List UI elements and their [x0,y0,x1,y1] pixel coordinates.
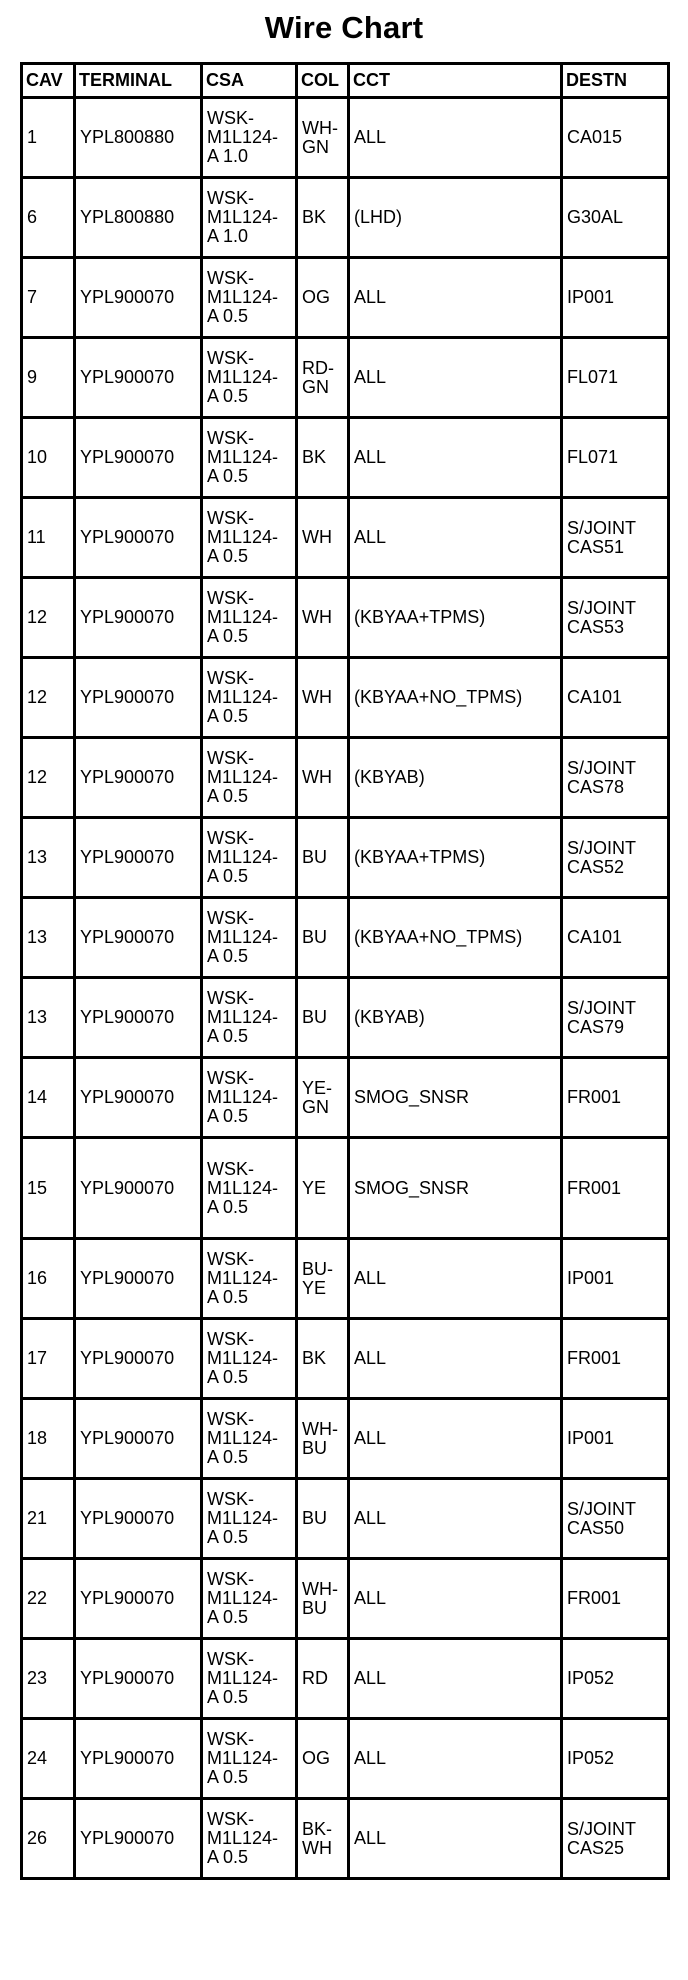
cav-cell: 17 [22,1319,75,1399]
cct-cell: SMOG_SNSR [349,1138,562,1239]
destn-cell [562,1319,669,1399]
cav-cell: 12 [22,578,75,658]
destn-cell [562,1799,669,1879]
csa-cell-line: A 0.5 [207,1026,249,1046]
csa-cell-line: M1L124- [207,1748,279,1768]
terminal-cell: YPL900070 [75,418,202,498]
csa-cell-line: A 0.5 [207,866,249,886]
csa-cell-line: A 0.5 [207,786,249,806]
csa-cell-line: WSK- [207,588,254,608]
table-row [22,1479,669,1559]
csa-cell-line: A 0.5 [207,626,249,646]
cav-cell: 1 [22,98,75,178]
destn-cell-line: S/JOINT [567,997,637,1018]
cct-cell: ALL [349,1559,562,1639]
col-cell-line: OG [302,1748,331,1768]
table-row [22,738,669,818]
col-cell [297,258,349,338]
destn-cell-line: FR001 [567,1348,622,1368]
col-cell [297,1479,349,1559]
csa-cell-line: WSK- [207,1409,254,1429]
col-cell-line: GN [302,376,329,397]
destn-cell-line: IP001 [567,287,615,307]
destn-cell-line: CAS53 [567,616,625,637]
csa-cell-line: WSK- [207,1569,254,1589]
csa-cell-line: A 0.5 [207,1687,249,1707]
col-cell-line: BU [302,1007,328,1027]
csa-cell-line: WSK- [207,1158,254,1179]
cct-cell: ALL [349,1799,562,1879]
col-cell [297,338,349,418]
terminal-cell: YPL900070 [75,658,202,738]
cav-cell: 21 [22,1479,75,1559]
col-cell-line: WH [302,1837,332,1858]
col-cell [297,1799,349,1879]
csa-cell-line: M1L124- [207,1268,279,1288]
table-row [22,978,669,1058]
destn-cell-line: CAS78 [567,776,625,797]
csa-cell [202,578,297,658]
col-cell-line: BU [302,1508,328,1528]
col-cell-line: WH- [302,1578,338,1599]
cct-cell: ALL [349,1479,562,1559]
csa-cell-line: A 0.5 [207,1447,249,1467]
csa-cell-line: M1L124- [207,447,279,467]
csa-cell-line: M1L124- [207,607,279,627]
destn-cell-line: FL071 [567,367,619,387]
cav-cell: 9 [22,338,75,418]
table-row [22,1559,669,1639]
destn-cell [562,1479,669,1559]
col-cell [297,1399,349,1479]
col-cell-line: WH [302,607,332,627]
csa-cell-line: A 0.5 [207,1767,249,1787]
csa-cell-line: M1L124- [207,767,279,787]
table-header [22,64,669,98]
col-cell-line: WH- [302,1418,338,1439]
csa-cell-line: A 0.5 [207,1527,249,1547]
destn-cell [562,1138,669,1239]
cav-cell: 26 [22,1799,75,1879]
destn-cell [562,1058,669,1138]
cav-cell: 13 [22,978,75,1058]
col-cell-line: YE [302,1177,327,1198]
cct-cell: SMOG_SNSR [349,1058,562,1138]
col-cell-line: BU [302,1597,328,1618]
cav-cell: 6 [22,178,75,258]
destn-cell-line: IP052 [567,1748,615,1768]
csa-cell-line: WSK- [207,1068,254,1088]
csa-cell-line: M1L124- [207,1007,279,1027]
col-cell-line: WH- [302,117,338,138]
col-cell [297,978,349,1058]
csa-cell-line: A 0.5 [207,946,249,966]
terminal-cell: YPL900070 [75,338,202,418]
destn-cell [562,258,669,338]
col-cell [297,578,349,658]
cav-cell: 14 [22,1058,75,1138]
col-cell [297,1319,349,1399]
csa-cell-line: WSK- [207,1329,254,1349]
destn-cell [562,1639,669,1719]
cct-cell: ALL [349,1239,562,1319]
terminal-cell: YPL900070 [75,258,202,338]
destn-cell [562,898,669,978]
csa-cell-line: M1L124- [207,1828,279,1848]
cav-cell: 23 [22,1639,75,1719]
table-row [22,578,669,658]
destn-cell-line: CAS51 [567,536,625,557]
col-cell-line: YE- [302,1077,333,1098]
col-cell-line: BK- [302,1818,333,1839]
col-cell [297,98,349,178]
csa-cell-line: A 0.5 [207,1367,249,1387]
header-col: COL [297,64,349,98]
csa-cell-line: A 0.5 [207,1196,249,1217]
col-cell [297,178,349,258]
destn-cell [562,498,669,578]
csa-cell-line: A 0.5 [207,1287,249,1307]
destn-cell [562,178,669,258]
destn-cell [562,418,669,498]
table-row [22,338,669,418]
csa-cell-line: WSK- [207,668,254,688]
col-cell [297,738,349,818]
cct-cell: (KBYAB) [349,978,562,1058]
csa-cell-line: WSK- [207,1729,254,1749]
col-cell-line: GN [302,136,329,157]
col-cell-line: WH [302,527,332,547]
destn-cell-line: IP052 [567,1668,615,1688]
csa-cell [202,658,297,738]
terminal-cell: YPL800880 [75,98,202,178]
col-cell-line: BK [302,447,327,467]
csa-cell [202,418,297,498]
csa-cell [202,1399,297,1479]
table-row [22,178,669,258]
csa-cell-line: M1L124- [207,687,279,707]
csa-cell-line: WSK- [207,1649,254,1669]
col-cell [297,418,349,498]
col-cell-line: RD- [302,357,334,378]
destn-cell-line: S/JOINT [567,517,637,538]
csa-cell-line: WSK- [207,1249,254,1269]
destn-cell [562,818,669,898]
col-cell-line: OG [302,287,331,307]
destn-cell [562,1559,669,1639]
col-cell-line: WH [302,767,332,787]
table-row [22,418,669,498]
csa-cell-line: M1L124- [207,1177,279,1198]
table-row [22,1399,669,1479]
table-row [22,258,669,338]
table-row [22,1239,669,1319]
csa-cell [202,1319,297,1399]
cct-cell: ALL [349,1719,562,1799]
terminal-cell: YPL900070 [75,1239,202,1319]
terminal-cell: YPL900070 [75,1138,202,1239]
table-row [22,1138,669,1239]
csa-cell-line: WSK- [207,1809,254,1829]
cav-cell: 13 [22,818,75,898]
cct-cell: (LHD) [349,178,562,258]
table-row [22,658,669,738]
destn-cell-line: S/JOINT [567,597,637,618]
csa-cell [202,898,297,978]
cav-cell: 12 [22,658,75,738]
destn-cell [562,338,669,418]
cct-cell: ALL [349,338,562,418]
destn-cell-line: CAS79 [567,1016,625,1037]
col-cell [297,1239,349,1319]
csa-cell [202,1639,297,1719]
destn-cell-line: CA101 [567,927,623,947]
csa-cell-line: M1L124- [207,1087,279,1107]
csa-cell-line: M1L124- [207,1508,279,1528]
terminal-cell: YPL900070 [75,578,202,658]
csa-cell [202,338,297,418]
col-cell [297,1559,349,1639]
col-cell [297,498,349,578]
cav-cell: 24 [22,1719,75,1799]
csa-cell-line: WSK- [207,1489,254,1509]
terminal-cell: YPL900070 [75,1479,202,1559]
csa-cell-line: M1L124- [207,127,279,147]
table-row [22,1058,669,1138]
col-cell-line: BU [302,1437,328,1458]
cct-cell: ALL [349,258,562,338]
header-cct: CCT [349,64,562,98]
terminal-cell: YPL900070 [75,738,202,818]
col-cell [297,1058,349,1138]
destn-cell-line: IP001 [567,1428,615,1448]
col-cell-line: BK [302,1348,327,1368]
col-cell [297,1719,349,1799]
cav-cell: 13 [22,898,75,978]
terminal-cell: YPL800880 [75,178,202,258]
col-cell [297,658,349,738]
destn-cell-line: CA101 [567,687,623,707]
csa-cell [202,1479,297,1559]
csa-cell-line: WSK- [207,508,254,528]
table-body [22,98,669,1879]
cct-cell: ALL [349,1319,562,1399]
csa-cell [202,1719,297,1799]
destn-cell-line: FL071 [567,447,619,467]
terminal-cell: YPL900070 [75,818,202,898]
csa-cell-line: M1L124- [207,927,279,947]
cav-cell: 11 [22,498,75,578]
destn-cell [562,1719,669,1799]
table-row [22,1639,669,1719]
cav-cell: 10 [22,418,75,498]
col-cell-line: BU [302,927,328,947]
table-row [22,1719,669,1799]
cav-cell: 12 [22,738,75,818]
cct-cell: (KBYAA+NO_TPMS) [349,658,562,738]
terminal-cell: YPL900070 [75,1639,202,1719]
csa-cell [202,98,297,178]
col-cell [297,1138,349,1239]
csa-cell-line: WSK- [207,268,254,288]
cav-cell: 15 [22,1138,75,1239]
cct-cell: ALL [349,418,562,498]
cav-cell: 22 [22,1559,75,1639]
csa-cell-line: A 1.0 [207,226,249,246]
header-row [22,64,669,98]
col-cell-line: RD [302,1668,328,1688]
table-row [22,1799,669,1879]
terminal-cell: YPL900070 [75,1319,202,1399]
header-destn: DESTN [562,64,669,98]
destn-cell-line: CAS52 [567,856,625,877]
csa-cell-line: A 0.5 [207,1847,249,1867]
csa-cell-line: WSK- [207,188,254,208]
destn-cell [562,98,669,178]
terminal-cell: YPL900070 [75,978,202,1058]
terminal-cell: YPL900070 [75,1058,202,1138]
col-cell-line: BU- [302,1258,333,1279]
csa-cell-line: M1L124- [207,1668,279,1688]
destn-cell [562,578,669,658]
csa-cell-line: A 0.5 [207,1106,249,1126]
csa-cell-line: A 0.5 [207,386,249,406]
csa-cell-line: A 0.5 [207,546,249,566]
header-terminal: TERMINAL [75,64,202,98]
destn-cell [562,1239,669,1319]
table-row [22,98,669,178]
destn-cell-line: FR001 [567,1177,622,1198]
terminal-cell: YPL900070 [75,1799,202,1879]
destn-cell-line: IP001 [567,1268,615,1288]
col-cell-line: WH [302,687,332,707]
cct-cell: (KBYAA+TPMS) [349,578,562,658]
cav-cell: 16 [22,1239,75,1319]
table-row [22,898,669,978]
destn-cell-line: S/JOINT [567,1498,637,1519]
col-cell-line: GN [302,1096,329,1117]
csa-cell-line: WSK- [207,108,254,128]
header-csa: CSA [202,64,297,98]
csa-cell [202,178,297,258]
csa-cell-line: M1L124- [207,1588,279,1608]
csa-cell-line: A 0.5 [207,466,249,486]
destn-cell [562,1399,669,1479]
csa-cell [202,498,297,578]
cct-cell: ALL [349,98,562,178]
table-row [22,1319,669,1399]
col-cell-line: YE [302,1277,327,1298]
terminal-cell: YPL900070 [75,1719,202,1799]
csa-cell [202,738,297,818]
csa-cell-line: WSK- [207,828,254,848]
csa-cell-line: WSK- [207,988,254,1008]
col-cell [297,818,349,898]
csa-cell-line: M1L124- [207,847,279,867]
terminal-cell: YPL900070 [75,1559,202,1639]
col-cell [297,1639,349,1719]
csa-cell [202,1799,297,1879]
col-cell-line: BU [302,847,328,867]
csa-cell [202,978,297,1058]
destn-cell-line: G30AL [567,207,624,227]
destn-cell-line: CAS50 [567,1517,625,1538]
col-cell [297,898,349,978]
table-row [22,818,669,898]
cav-cell: 18 [22,1399,75,1479]
csa-cell-line: A 1.0 [207,146,249,166]
cct-cell: ALL [349,1639,562,1719]
csa-cell-line: WSK- [207,348,254,368]
csa-cell-line: WSK- [207,748,254,768]
destn-cell-line: CAS25 [567,1837,625,1858]
csa-cell [202,258,297,338]
csa-cell-line: WSK- [207,908,254,928]
csa-cell [202,1559,297,1639]
destn-cell-line: CA015 [567,127,623,147]
csa-cell-line: M1L124- [207,527,279,547]
page-title: Wire Chart [264,10,424,45]
destn-cell-line: S/JOINT [567,837,637,858]
csa-cell-line: A 0.5 [207,1607,249,1627]
csa-cell-line: M1L124- [207,1428,279,1448]
cct-cell: ALL [349,498,562,578]
cct-cell: (KBYAA+NO_TPMS) [349,898,562,978]
csa-cell [202,818,297,898]
terminal-cell: YPL900070 [75,1399,202,1479]
csa-cell-line: M1L124- [207,1348,279,1368]
csa-cell-line: A 0.5 [207,706,249,726]
destn-cell [562,978,669,1058]
header-cav: CAV [22,64,75,98]
terminal-cell: YPL900070 [75,498,202,578]
cct-cell: (KBYAB) [349,738,562,818]
table-row [22,498,669,578]
cav-cell: 7 [22,258,75,338]
csa-cell-line: M1L124- [207,367,279,387]
cct-cell: ALL [349,1399,562,1479]
cct-cell: (KBYAA+TPMS) [349,818,562,898]
destn-cell-line: S/JOINT [567,1818,637,1839]
csa-cell-line: WSK- [207,428,254,448]
destn-cell-line: FR001 [567,1087,622,1107]
wire-chart-table [20,62,670,1880]
destn-cell [562,658,669,738]
terminal-cell: YPL900070 [75,898,202,978]
csa-cell [202,1058,297,1138]
csa-cell-line: M1L124- [207,287,279,307]
col-cell-line: BK [302,207,327,227]
csa-cell [202,1239,297,1319]
csa-cell [202,1138,297,1239]
csa-cell-line: M1L124- [207,207,279,227]
destn-cell [562,738,669,818]
destn-cell-line: FR001 [567,1588,622,1608]
destn-cell-line: S/JOINT [567,757,637,778]
csa-cell-line: A 0.5 [207,306,249,326]
